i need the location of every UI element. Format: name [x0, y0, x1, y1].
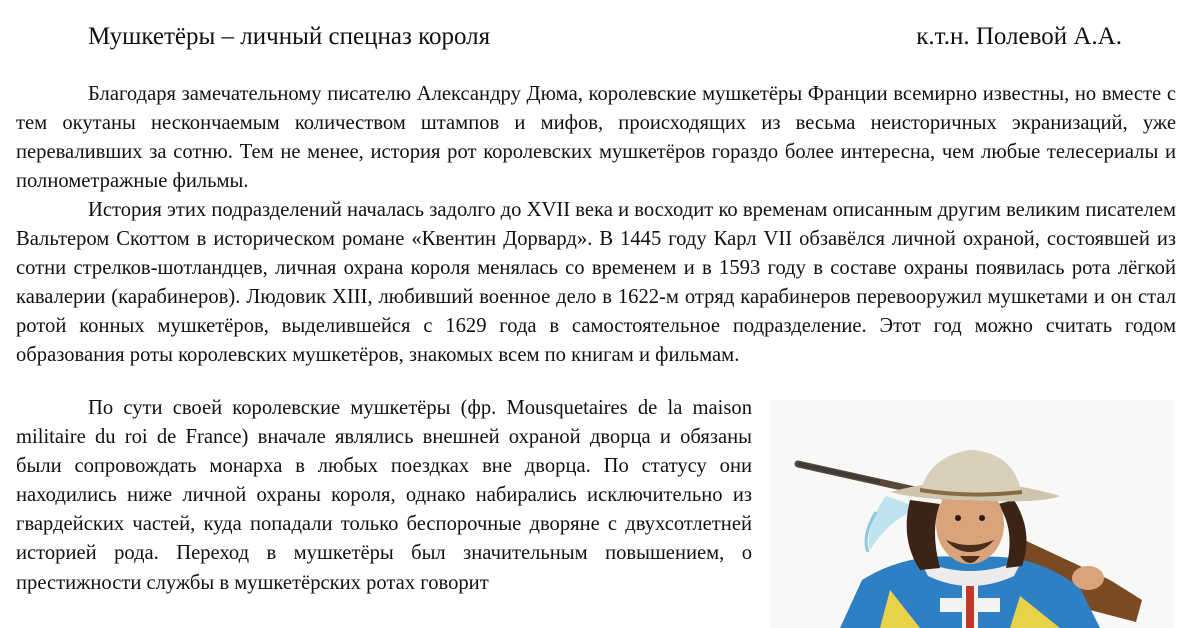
article-author: к.т.н. Полевой А.А.	[916, 23, 1122, 50]
article-title: Мушкетёры – личный спецназ короля	[88, 23, 491, 50]
paragraph-3: По сути своей королевские мушкетёры (фр. Mousquetaires de la maison militaire du roi de France) вначале являлись внешней охраной дворца и обязаны были сопровождать монарха в любых поездках вне дворца. По статусу они находились ниже личной охраны короля, однако набирались исключительно из гвардейских частей, куда попадали только беспорочные дворяне с двухсотлетней историей рода. Переход в мушкетёры был значительным повышением, о престижности службы в мушкетёрских ротах говорит	[16, 397, 752, 594]
paragraph-1: Благодаря замечательному писателю Александру Дюма, королевские мушкетёры Франции всемирно известны, но вместе с тем окутаны нескончаемым количеством штампов и мифов, происходящих из весьма неисторичных экранизаций, уже переваливших за сотню. Тем не менее, история рот королевских мушкетёров гораздо более интересна, чем любые телесериалы и полнометражные фильмы.	[16, 83, 1176, 193]
paragraph-2: История этих подразделений началась задолго до XVII века и восходит ко временам описанным другим великим писателем Вальтером Скоттом в историческом романе «Квентин Дорвард». В 1445 году Карл VII обзавёлся личной охраной, состоявшей из сотни стрелков-шотландцев, личная охрана короля менялась со временем и в 1593 году в составе охраны появилась рота лёгкой кавалерии (карабинеров). Людовик XIII, любивший военное дело в 1622-м отряд карабинеров перевооружил мушкетами и он стал ротой конных мушкетёров, выделившейся с 1629 года в самостоятельное подразделение. Этот год можно считать годом образования роты королевских мушкетёров, знакомых всем по книгам и фильмам.	[16, 199, 1176, 367]
page-header	[88, 20, 1128, 54]
musketeer-icon	[770, 400, 1174, 628]
musketeer-illustration	[770, 400, 1174, 628]
